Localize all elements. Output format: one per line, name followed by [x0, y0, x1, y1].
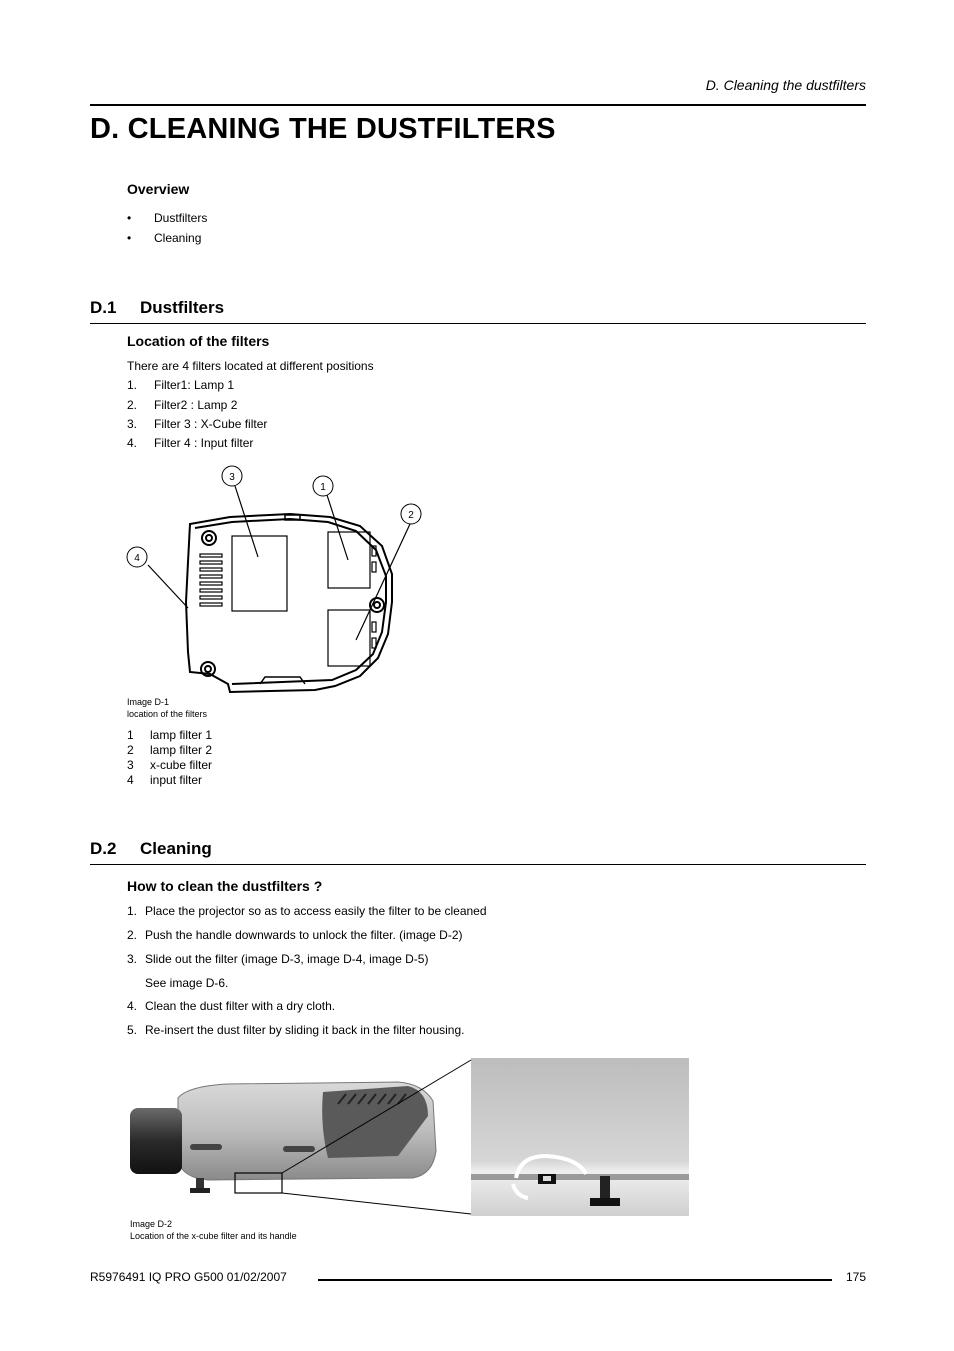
figure-caption [127, 696, 207, 720]
list-text: Filter1: Lamp 1 [154, 378, 235, 392]
legend-text: x-cube filter [150, 758, 213, 772]
callout-label: 2 [408, 510, 414, 521]
list-item [127, 436, 253, 450]
list-number: 3. [127, 417, 138, 431]
step-text: Re-insert the dust filter by sliding it back in the filter housing. [145, 1023, 465, 1037]
filters-intro: There are 4 filters located at different positions [127, 359, 374, 373]
bullet-glyph: • [127, 211, 132, 225]
legend-number: 1 [127, 728, 134, 742]
footer-rule [318, 1279, 832, 1281]
caption-image-id: Image D-2 [130, 1219, 173, 1229]
projector-photo-figure [128, 1056, 693, 1221]
step-item [127, 976, 228, 990]
callout-label: 1 [320, 482, 326, 493]
header-rule [90, 104, 866, 106]
legend-item [127, 728, 212, 742]
section-rule [90, 323, 866, 324]
legend-text: lamp filter 1 [150, 728, 213, 742]
overview-heading: Overview [127, 181, 190, 197]
legend-text: input filter [150, 773, 203, 787]
figure-caption [130, 1218, 297, 1242]
legend-item [127, 758, 212, 772]
step-number: 2. [127, 928, 138, 942]
legend-number: 4 [127, 773, 134, 787]
list-number: 1. [127, 378, 138, 392]
legend-number: 3 [127, 758, 134, 772]
lens [130, 1108, 182, 1174]
legend-item [127, 773, 202, 787]
list-text: Filter2 : Lamp 2 [154, 398, 238, 412]
list-number: 2. [127, 398, 138, 412]
filter-location-diagram [120, 462, 440, 697]
step-number: 1. [127, 904, 138, 918]
section-heading-d1 [90, 298, 224, 318]
list-number: 4. [127, 436, 138, 450]
step-item [127, 999, 335, 1013]
section-rule [90, 864, 866, 865]
section-number: D.2 [90, 839, 117, 858]
cleaning-subheading: How to clean the dustfilters ? [127, 878, 323, 894]
step-item [127, 928, 463, 942]
section-heading-d2 [90, 839, 212, 859]
location-subheading: Location of the filters [127, 333, 270, 349]
step-number: 3. [127, 952, 138, 966]
step-item [127, 904, 487, 918]
list-item [127, 417, 267, 431]
overview-item [127, 231, 201, 245]
step-item [127, 952, 428, 966]
step-number: 5. [127, 1023, 138, 1037]
list-item [127, 378, 234, 392]
section-title: Dustfilters [140, 298, 225, 317]
caption-image-id: Image D-1 [127, 697, 170, 707]
step-number: 4. [127, 999, 138, 1013]
legend-number: 2 [127, 743, 134, 757]
callout-label: 3 [229, 472, 235, 483]
bullet-glyph: • [127, 231, 132, 245]
list-text: Filter 3 : X-Cube filter [154, 417, 268, 431]
running-header: D. Cleaning the dustfilters [705, 77, 866, 93]
legend-text: lamp filter 2 [150, 743, 213, 757]
detail-photo [471, 1058, 689, 1216]
step-item [127, 1023, 465, 1037]
step-text: See image D-6. [145, 976, 229, 990]
page-number: 175 [845, 1270, 866, 1284]
footer-doc-ref: R5976491 IQ PRO G500 01/02/2007 [90, 1270, 287, 1284]
overview-item [127, 211, 207, 225]
callout-label: 4 [134, 553, 140, 564]
chapter-title: D. CLEANING THE DUSTFILTERS [90, 113, 556, 145]
legend-item [127, 743, 212, 757]
step-text: Push the handle downwards to unlock the filter. (image D-2) [145, 928, 463, 942]
caption-text: location of the filters [127, 709, 208, 719]
overview-item-label: Dustfilters [154, 211, 208, 225]
step-text: Clean the dust filter with a dry cloth. [145, 999, 336, 1013]
overview-item-label: Cleaning [154, 231, 202, 245]
list-text: Filter 4 : Input filter [154, 436, 254, 450]
section-number: D.1 [90, 298, 117, 317]
caption-text: Location of the x-cube filter and its handle [130, 1231, 297, 1241]
step-text: Slide out the filter (image D-3, image D-4, image D-5) [145, 952, 429, 966]
step-text: Place the projector so as to access easily the filter to be cleaned [145, 904, 487, 918]
section-title: Cleaning [140, 839, 212, 858]
list-item [127, 398, 237, 412]
